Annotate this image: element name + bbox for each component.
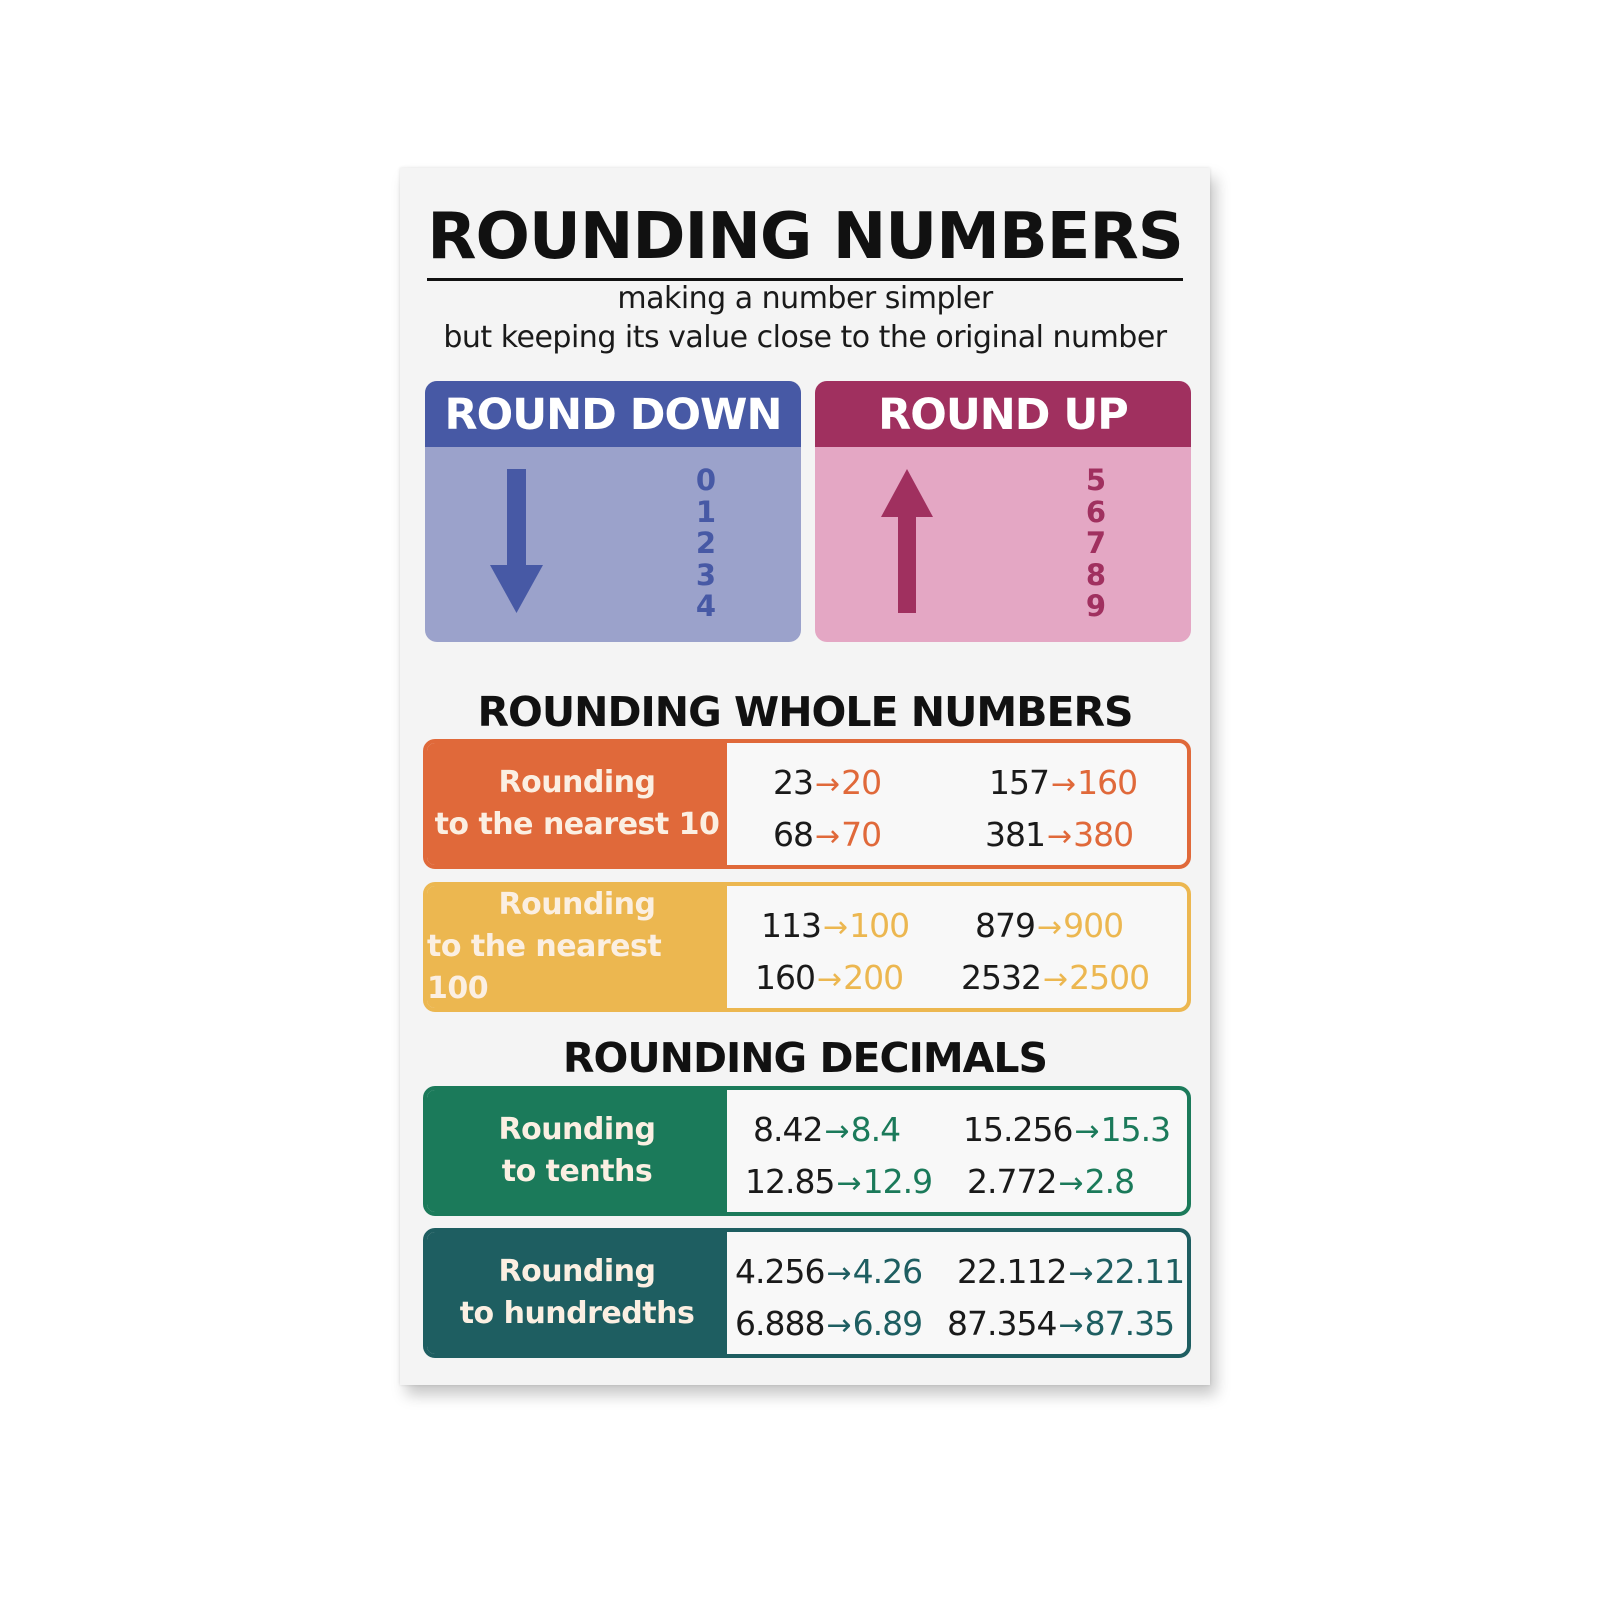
rounded-value: 20	[841, 763, 882, 802]
round-down-label: ROUND DOWN	[425, 381, 801, 447]
arrow-right-icon: →	[1042, 962, 1068, 997]
example	[761, 906, 909, 945]
rounded-value: 87.35	[1084, 1304, 1175, 1343]
arrow-right-icon: →	[1058, 1308, 1083, 1343]
arrow-right-icon: →	[826, 1308, 851, 1343]
arrow-right-icon: →	[1058, 1166, 1083, 1201]
example	[985, 815, 1133, 854]
round-up-digits	[1081, 465, 1111, 623]
digit: 1	[695, 494, 717, 529]
arrow-right-icon: →	[1051, 767, 1076, 802]
rounded-value: 380	[1073, 815, 1134, 854]
original-value: 23	[773, 763, 813, 802]
example	[753, 1110, 900, 1149]
label-line-2: to hundredths	[459, 1296, 695, 1331]
digit: 2	[695, 526, 717, 560]
example	[967, 1162, 1134, 1201]
arrow-right-icon: →	[815, 819, 840, 854]
original-value: 157	[989, 763, 1049, 802]
rounded-value: 160	[1077, 763, 1138, 802]
round-up-label: ROUND UP	[815, 381, 1191, 447]
arrow-right-icon: →	[815, 767, 840, 802]
example	[735, 1304, 922, 1343]
arrow-up-icon	[877, 467, 937, 617]
subtitle-line-1: making a number simpler	[617, 281, 993, 316]
original-value: 12.85	[745, 1162, 835, 1201]
rounded-value: 6.89	[852, 1304, 923, 1343]
digit: 9	[1085, 589, 1107, 623]
digit: 0	[695, 463, 717, 497]
label-line-1: Rounding	[498, 1254, 656, 1289]
row-label	[427, 886, 727, 1008]
original-value: 87.354	[947, 1304, 1057, 1343]
round-down-digits	[691, 465, 721, 623]
digit: 8	[1085, 557, 1107, 592]
original-value: 15.256	[963, 1110, 1073, 1149]
original-value: 68	[773, 815, 813, 854]
row-label	[427, 743, 727, 865]
arrow-down-icon	[487, 467, 547, 617]
original-value: 381	[985, 815, 1045, 854]
subtitle-line-2: but keeping its value close to the original number	[443, 320, 1167, 355]
example	[957, 1252, 1184, 1291]
row-label	[427, 1232, 727, 1354]
original-value: 879	[975, 906, 1035, 945]
digit: 6	[1085, 494, 1107, 529]
example	[961, 958, 1149, 997]
arrow-right-icon: →	[1074, 1114, 1099, 1149]
original-value: 22.112	[957, 1252, 1067, 1291]
examples-grid	[727, 1090, 1187, 1212]
example	[975, 906, 1123, 945]
rounded-value: 200	[843, 958, 904, 997]
original-value: 8.42	[753, 1110, 823, 1149]
example	[773, 763, 881, 802]
tenths-row	[423, 1086, 1191, 1216]
label-line-1: Rounding	[498, 1112, 656, 1147]
round-up-card	[815, 381, 1191, 642]
rounded-value: 22.11	[1094, 1252, 1185, 1291]
examples-grid	[727, 1232, 1187, 1354]
arrow-right-icon: →	[836, 1166, 861, 1201]
digit: 5	[1085, 463, 1107, 497]
example	[745, 1162, 932, 1201]
rounded-value: 2.8	[1084, 1162, 1135, 1201]
arrow-right-icon: →	[823, 910, 848, 945]
rounded-value: 15.3	[1100, 1110, 1171, 1149]
rounded-value: 900	[1063, 906, 1124, 945]
row-label	[427, 1090, 727, 1212]
rounded-value: 8.4	[850, 1110, 901, 1149]
example	[735, 1252, 922, 1291]
examples-grid	[727, 886, 1187, 1008]
example	[947, 1304, 1174, 1343]
whole-numbers-heading: ROUNDING WHOLE NUMBERS	[477, 688, 1133, 736]
arrow-right-icon: →	[817, 962, 842, 997]
label-line-1: Rounding	[498, 765, 656, 800]
round-down-card	[425, 381, 801, 642]
hundredths-row	[423, 1228, 1191, 1358]
digit: 7	[1085, 526, 1107, 560]
digit: 4	[695, 589, 717, 623]
label-line-1: Rounding	[498, 887, 656, 922]
original-value: 6.888	[735, 1304, 825, 1343]
original-value: 160	[755, 958, 815, 997]
nearest-10-row	[423, 739, 1191, 869]
label-line-2: to the nearest 10	[434, 807, 720, 842]
example	[989, 763, 1137, 802]
example	[773, 815, 881, 854]
rounded-value: 100	[849, 906, 910, 945]
rounded-value: 12.9	[862, 1162, 933, 1201]
arrow-right-icon: →	[824, 1114, 849, 1149]
arrow-right-icon: →	[1037, 910, 1062, 945]
decimals-heading: ROUNDING DECIMALS	[562, 1034, 1048, 1082]
arrow-right-icon: →	[1047, 819, 1072, 854]
label-line-2: to tenths	[501, 1154, 653, 1189]
arrow-right-icon: →	[1068, 1256, 1093, 1291]
example	[755, 958, 903, 997]
rounded-value: 4.26	[852, 1252, 923, 1291]
poster-title: ROUNDING NUMBERS	[400, 196, 1210, 281]
poster	[400, 168, 1210, 1385]
rounded-value: 2500	[1069, 958, 1150, 997]
original-value: 2532	[961, 958, 1041, 997]
example	[963, 1110, 1170, 1149]
label-line-2: to the nearest 100	[427, 929, 662, 1006]
original-value: 2.772	[967, 1162, 1057, 1201]
rounded-value: 70	[841, 815, 882, 854]
digit: 3	[695, 557, 717, 592]
original-value: 4.256	[735, 1252, 825, 1291]
nearest-100-row	[423, 882, 1191, 1012]
examples-grid	[727, 743, 1187, 865]
arrow-right-icon: →	[826, 1256, 851, 1291]
original-value: 113	[761, 906, 821, 945]
